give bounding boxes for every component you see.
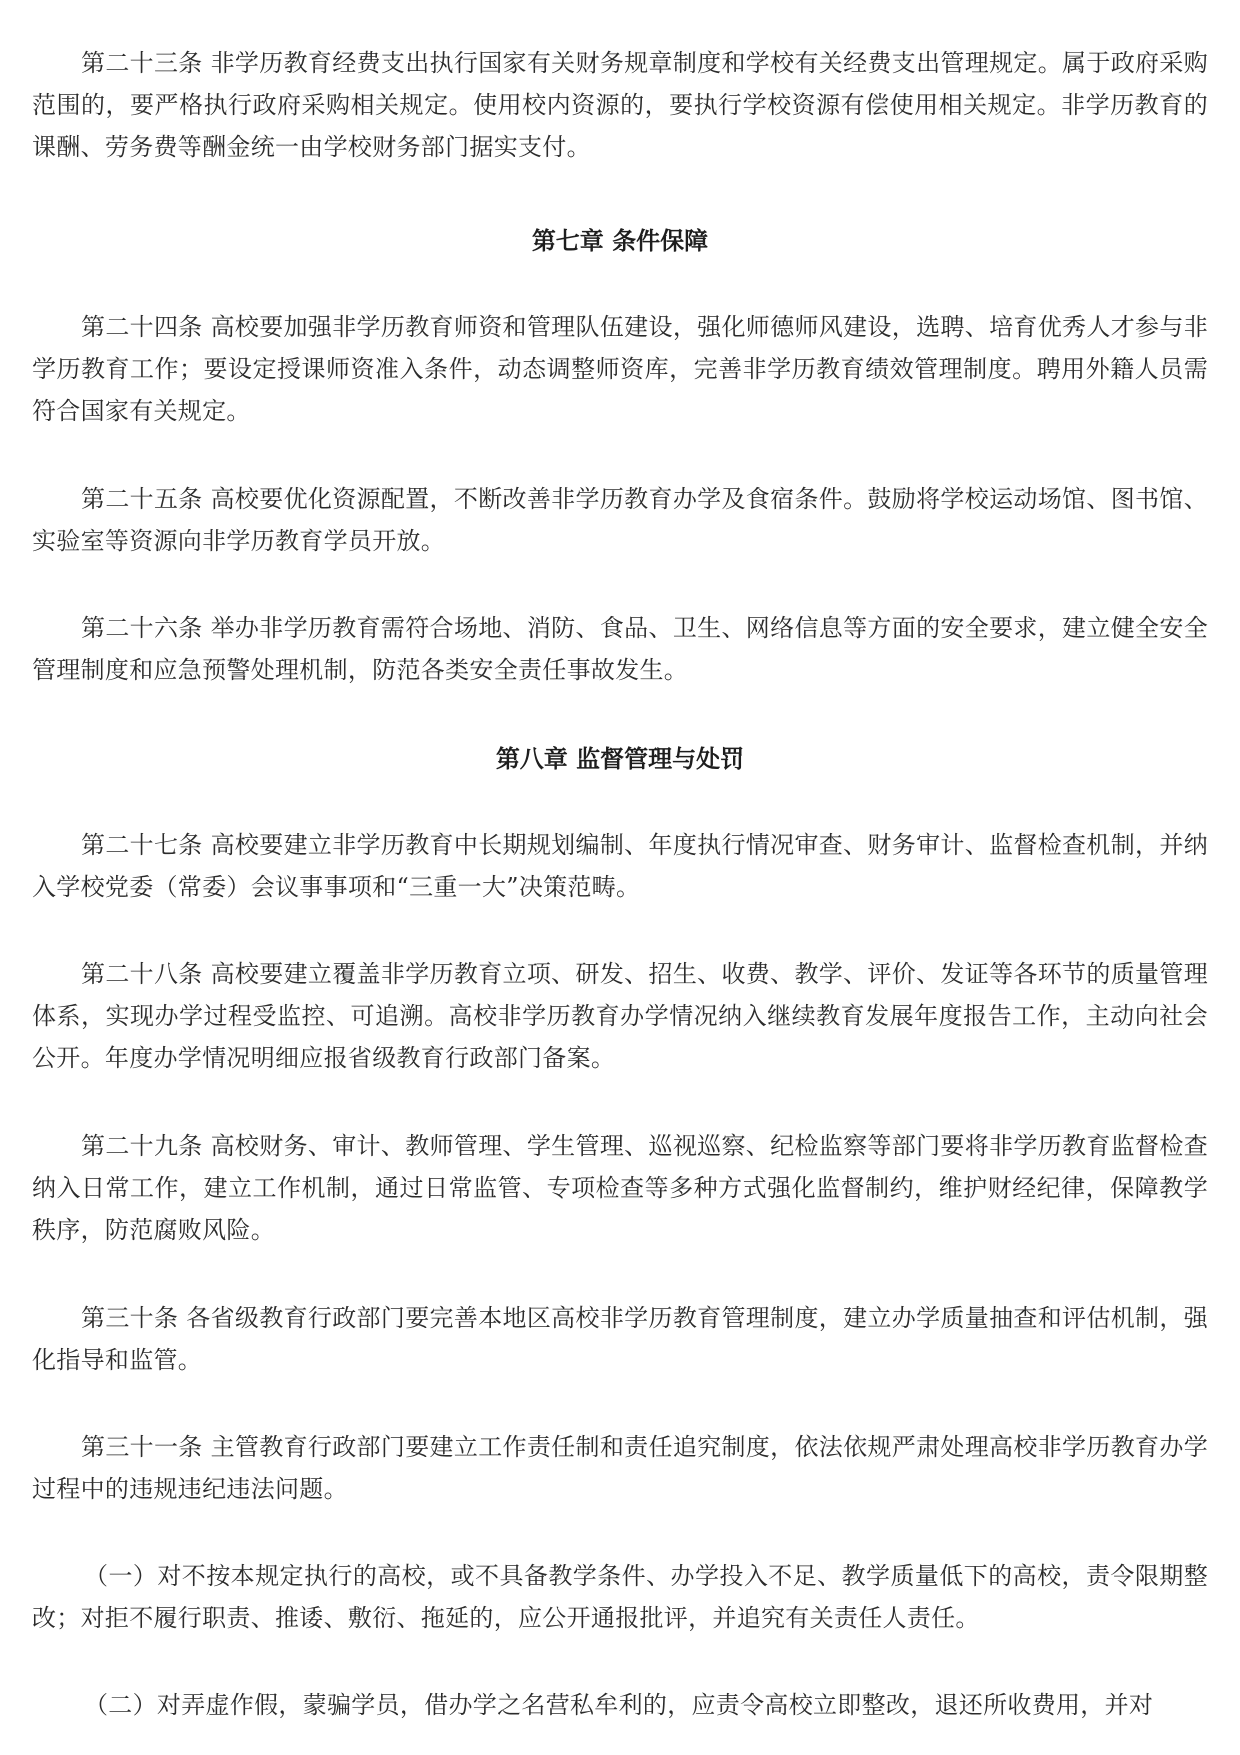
article-25: 第二十五条 高校要优化资源配置，不断改善非学历教育办学及食宿条件。鼓励将学校运动场馆、图书馆、实验室等资源向非学历教育学员开放。	[32, 485, 1208, 555]
article-30: 第三十条 各省级教育行政部门要完善本地区高校非学历教育管理制度，建立办学质量抽查和评估机制，强化指导和监管。	[32, 1304, 1208, 1374]
chapter-7-heading: 第七章 条件保障	[531, 227, 709, 255]
article-23: 第二十三条 非学历教育经费支出执行国家有关财务规章制度和学校有关经费支出管理规定。属于政府采购范围的，要严格执行政府采购相关规定。使用校内资源的，要执行学校资源有偿使用相关规定。非学历教育的课酬、劳务费等酬金统一由学校财务部门据实支付。	[32, 49, 1208, 161]
article-24: 第二十四条 高校要加强非学历教育师资和管理队伍建设，强化师德师风建设，选聘、培育优秀人才参与非学历教育工作；要设定授课师资准入条件，动态调整师资库，完善非学历教育绩效管理制度。聘用外籍人员需符合国家有关规定。	[32, 313, 1208, 425]
article-26: 第二十六条 举办非学历教育需符合场地、消防、食品、卫生、网络信息等方面的安全要求，建立健全安全管理制度和应急预警处理机制，防范各类安全责任事故发生。	[32, 614, 1208, 684]
article-29: 第二十九条 高校财务、审计、教师管理、学生管理、巡视巡察、纪检监察等部门要将非学历教育监督检查纳入日常工作，建立工作机制，通过日常监管、专项检查等多种方式强化监督制约，维护财经纪律，保障教学秩序，防范腐败风险。	[32, 1132, 1208, 1244]
article-31: 第三十一条 主管教育行政部门要建立工作责任制和责任追究制度，依法依规严肃处理高校非学历教育办学过程中的违规违纪违法问题。	[32, 1433, 1208, 1503]
chapter-8-heading: 第八章 监督管理与处罚	[495, 745, 745, 773]
article-31-item-1: （一）对不按本规定执行的高校，或不具备教学条件、办学投入不足、教学质量低下的高校，责令限期整改；对拒不履行职责、推诿、敷衍、拖延的，应公开通报批评，并追究有关责任人责任。	[32, 1562, 1208, 1632]
article-28: 第二十八条 高校要建立覆盖非学历教育立项、研发、招生、收费、教学、评价、发证等各环节的质量管理体系，实现办学过程受监控、可追溯。高校非学历教育办学情况纳入继续教育发展年度报告工作，主动向社会公开。年度办学情况明细应报省级教育行政部门备案。	[32, 960, 1208, 1072]
article-27: 第二十七条 高校要建立非学历教育中长期规划编制、年度执行情况审查、财务审计、监督检查机制，并纳入学校党委（常委）会议事事项和“三重一大”决策范畴。	[32, 831, 1208, 901]
article-31-item-2: （二）对弄虚作假，蒙骗学员，借办学之名营私牟利的，应责令高校立即整改，退还所收费用，并对	[84, 1691, 1154, 1719]
